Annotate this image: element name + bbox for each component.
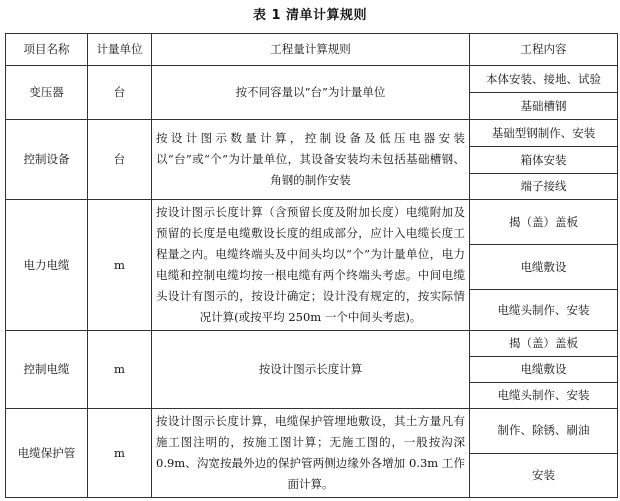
- table-row: [6, 200, 618, 245]
- item-rule: 按设计图示数量计算，控制设备及低压电器安装以“台”或“个”为计量单位，其设备安装均未包括基础槽钢、角钢的制作安装: [152, 120, 470, 200]
- table-row: [6, 120, 618, 147]
- item-name: 控制设备: [6, 120, 88, 200]
- header-item-name: 项目名称: [6, 34, 88, 66]
- table-title: 表 1 清单计算规则: [252, 8, 368, 23]
- item-unit: m: [88, 200, 152, 331]
- item-unit: 台: [88, 120, 152, 200]
- table-row: [6, 331, 618, 357]
- item-content: 电缆敷设: [470, 245, 618, 290]
- header-rule: 工程量计算规则: [152, 34, 470, 66]
- item-unit: m: [88, 331, 152, 409]
- header-row: [6, 34, 618, 66]
- item-rule: 按不同容量以“台”为计量单位: [152, 66, 470, 120]
- item-content: 箱体安装: [470, 147, 618, 174]
- item-content: 揭（盖）盖板: [470, 200, 618, 245]
- item-content: 端子接线: [470, 174, 618, 200]
- item-content: 安装: [470, 453, 618, 498]
- header-unit: 计量单位: [88, 34, 152, 66]
- header-content: 工程内容: [470, 34, 618, 66]
- item-rule: 按设计图示长度计算（含预留长度及附加长度）电缆附加及预留的长度是电缆敷设长度的组成部分，应计入电缆长度工程量之内。电缆终端头及中间头均以“个”为计量单位，电力电缆和控制电缆均按一根电缆有两个终端头考虑。中间电缆头设计有图示的，按设计确定；设计没有规定的，按实际情况计算(或按平均 250m 一个中间头考虑)。: [152, 200, 470, 331]
- item-name: 电缆保护管: [6, 409, 88, 498]
- item-rule: 按设计图示长度计算，电缆保护管埋地敷设，其土方量凡有施工图注明的，按施工图计算；无施工图的，一般按沟深 0.9m、沟宽按最外边的保护管两侧边缘外各增加 0.3m 工作面计算。: [152, 409, 470, 498]
- item-name: 变压器: [6, 66, 88, 120]
- item-content: 基础槽钢: [470, 93, 618, 120]
- item-content: 电缆头制作、安装: [470, 383, 618, 409]
- item-content: 电缆敷设: [470, 357, 618, 383]
- calculation-rules-table: [5, 33, 618, 498]
- item-rule: 按设计图示长度计算: [152, 331, 470, 409]
- item-name: 电力电缆: [6, 200, 88, 331]
- item-content: 电缆头制作、安装: [470, 290, 618, 331]
- table-row: [6, 66, 618, 93]
- item-content: 基础型钢制作、安装: [470, 120, 618, 147]
- item-content: 揭（盖）盖板: [470, 331, 618, 357]
- item-unit: 台: [88, 66, 152, 120]
- item-content: 制作、除锈、刷油: [470, 409, 618, 454]
- item-unit: m: [88, 409, 152, 498]
- item-name: 控制电缆: [6, 331, 88, 409]
- table-row: [6, 409, 618, 454]
- item-content: 本体安装、接地、试验: [470, 66, 618, 93]
